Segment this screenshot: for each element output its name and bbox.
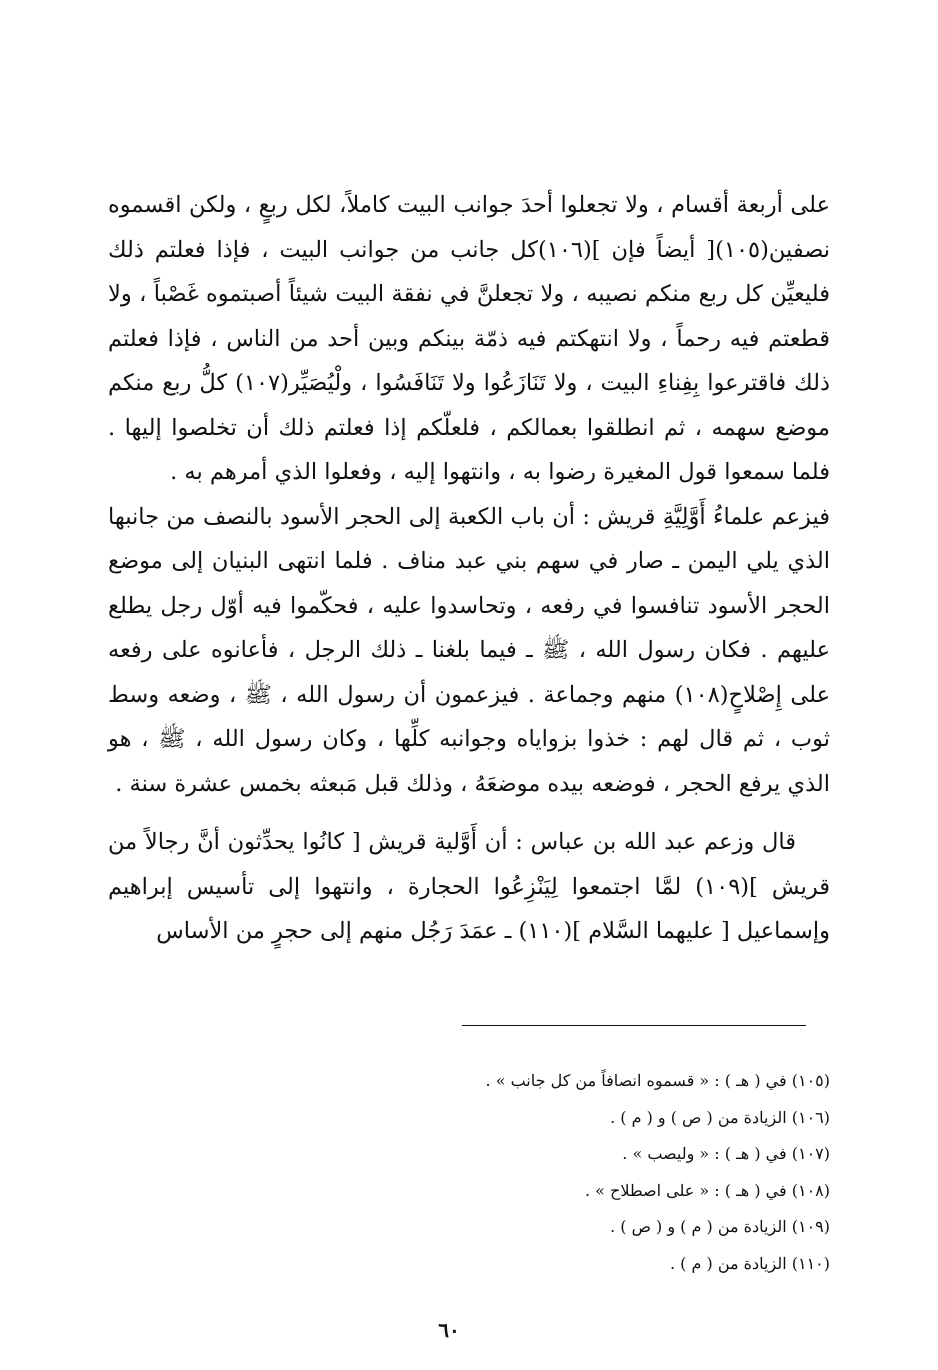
footnote-107: (١٠٧) في ( هـ ) : « وليصب » . xyxy=(622,1144,830,1163)
paragraph-2: فيزعم علماءُ أَوَّلِيَّةِ قريش : أن باب الكعبة إلى الحجر الأسود بالنصف من جانبها الذي يلي اليمن ـ صار في سهم بني عبد مناف . فلما انتهى البنيان إلى موضع الحجر الأسود تنافسوا في رفعه ، وتحاسدوا عليه ، فحكّموا فيه أوّل رجل يطلع عليهم . فكان رسول الله ، ﷺ ـ فيما بلغنا ـ ذلك الرجل ، فأعانوه على رفعه على إِصْلاحٍ(١٠٨) منهم وجماعة . فيزعمون أن رسول الله ، ﷺ ، وضعه وسط ثوب ، ثم قال لهم : خذوا بزواياه وجوانبه كلِّها ، وكان رسول الله ، ﷺ ، هو الذي يرفع الحجر ، فوضعه بيده موضعَهُ ، وذلك قبل مَبعثه بخمس عشرة سنة . xyxy=(108,503,830,797)
footnote-105: (١٠٥) في ( هـ ) : « قسموه انصافاً من كل جانب » . xyxy=(485,1071,830,1090)
footnotes xyxy=(400,1063,830,1282)
footnote-106: (١٠٦) الزيادة من ( ص ) و ( م ) . xyxy=(610,1107,830,1127)
page-number: ٦٠ xyxy=(438,1318,460,1342)
paragraph-3: قال وزعم عبد الله بن عباس : أن أَوَّلية قريش [ كانُوا يحدِّثون أنَّ رجالاً من قريش ](١٠٩) لمَّا اجتمعوا لِيَنْزِعُوا الحجارة ، وانتهوا إلى تأسيس إبراهيم وإسماعيل [ عليهما السَّلام ](١١٠) ـ عمَدَ رَجُل منهم إلى حجرٍ من الأساس xyxy=(108,829,830,944)
footnote-separator xyxy=(462,1025,806,1026)
main-text xyxy=(108,183,830,954)
footnote-110: (١١٠) الزيادة من ( م ) . xyxy=(670,1253,830,1273)
footnote-108: (١٠٨) في ( هـ ) : « على اصطلاح » . xyxy=(585,1180,830,1200)
footnote-109: (١٠٩) الزيادة من ( م ) و ( ص ) . xyxy=(610,1217,830,1236)
paragraph-1: على أربعة أقسام ، ولا تجعلوا أحدَ جوانب البيت كاملاً، لكل ربعٍ ، ولكن اقسموه نصفين(١٠٥)[ أيضاً فإن ](١٠٦)كل جانب من جوانب البيت ، فإذا فعلتم ذلك فليعيِّن كل ربع منكم نصيبه ، ولا تجعلنَّ في نفقة البيت شيئاً أصبتموه غَصْباً ، ولا قطعتم فيه رحماً ، ولا انتهكتم فيه ذمّة بينكم وبين أحد من الناس ، فإذا فعلتم ذلك فاقترعوا بِفِناءِ البيت ، ولا تَنَازَعُوا ولا تَنَافَسُوا ، ولْيُصَيِّر(١٠٧) كلُّ ربع منكم موضع سهمه ، ثم انطلقوا بعمالكم ، فلعلّكم إذا فعلتم ذلك أن تخلصوا إليها . فلما سمعوا قول المغيرة رضوا به ، وانتهوا إليه ، وفعلوا الذي أمرهم به . xyxy=(108,192,830,485)
